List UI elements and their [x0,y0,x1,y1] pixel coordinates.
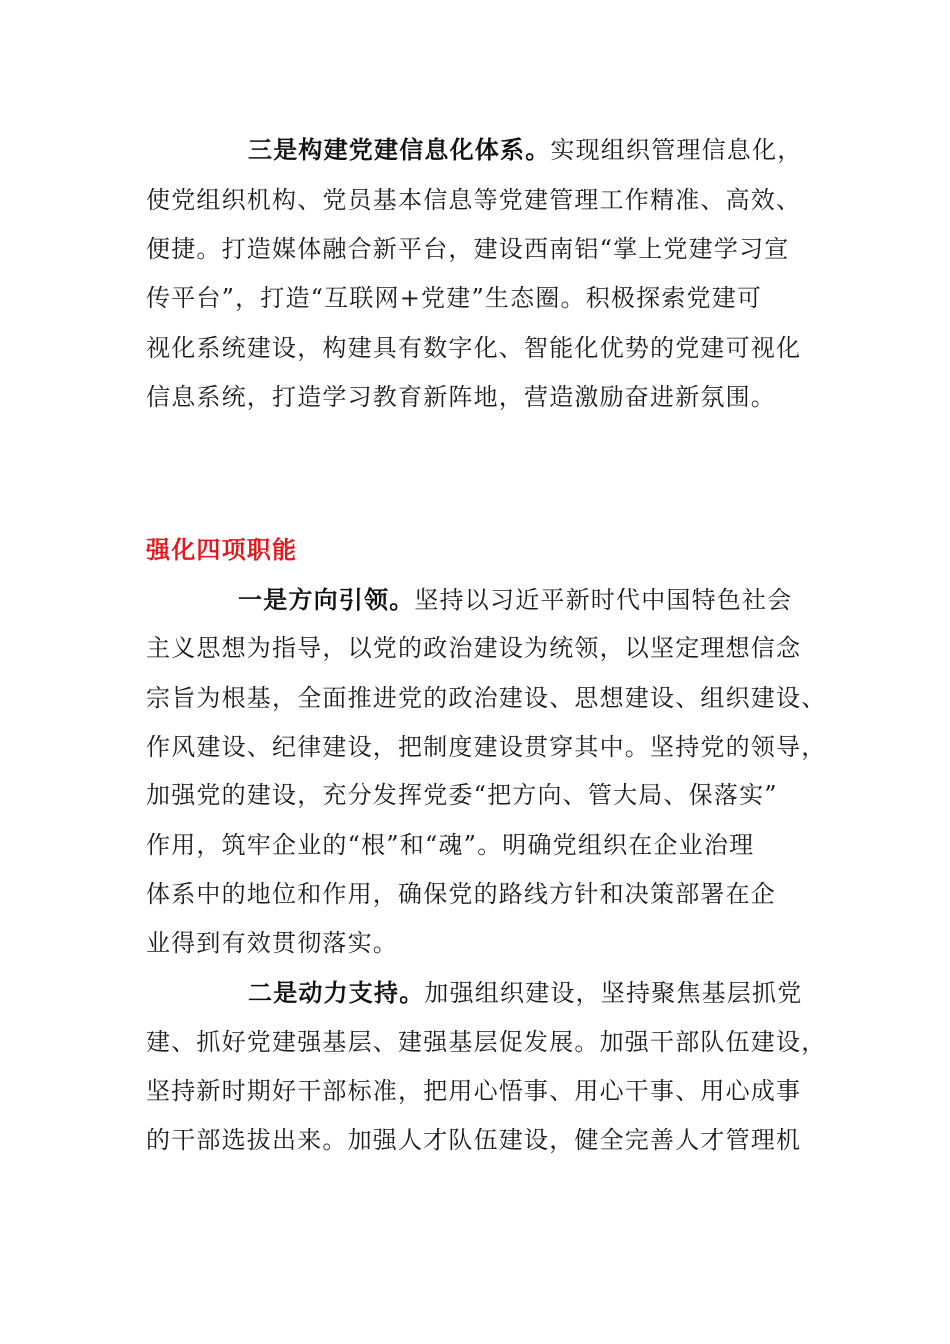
paragraph-line: 坚持新时期好干部标准，把用心悟事、用心干事、用心成事 [146,1077,802,1105]
paragraph-line: 宗旨为根基，全面推进党的政治建设、思想建设、组织建设、 [146,684,827,712]
paragraph-line: 便捷。打造媒体融合新平台，建设西南铝“掌上党建学习宣 [146,235,790,263]
paragraph-line: 传平台”，打造“互联网+党建”生态圈。积极探索党建可 [146,284,763,312]
paragraph-line: 使党组织机构、党员基本信息等党建管理工作精准、高效、 [146,186,802,214]
paragraph-line: 作风建设、纪律建设，把制度建设贯穿其中。坚持党的领导， [146,733,827,761]
paragraph-line: 的干部选拔出来。加强人才队伍建设，健全完善人才管理机 [146,1126,802,1154]
paragraph-line: 体系中的地位和作用，确保党的路线方针和决策部署在企 [146,880,776,908]
paragraph-line: 视化系统建设，构建具有数字化、智能化优势的党建可视化 [146,334,802,362]
paragraph-text: 加强组织建设，坚持聚焦基层抓党 [424,979,803,1007]
paragraph-line [248,973,828,1013]
paragraph-text: 实现组织管理信息化， [550,136,803,164]
paragraph-lead: 二是动力支持。 [248,978,425,1007]
paragraph-text: 坚持以习近平新时代中国特色社会 [414,586,793,614]
paragraph-line: 作用，筑牢企业的“根”和“魂”。明确党组织在企业治理 [146,831,755,859]
paragraph-line [238,580,828,620]
paragraph-line: 业得到有效贯彻落实。 [146,929,398,957]
section-heading: 强化四项职能 [146,535,298,564]
paragraph-line: 加强党的建设，充分发挥党委“把方向、管大局、保落实” [146,781,778,809]
paragraph-lead: 一是方向引领。 [238,585,415,614]
paragraph-line: 信息系统，打造学习教育新阵地，营造激励奋进新氛围。 [146,383,776,411]
paragraph-line: 建、抓好党建强基层、建强基层促发展。加强干部队伍建设， [146,1028,827,1056]
paragraph-lead: 三是构建党建信息化体系。 [248,135,551,164]
paragraph-line: 主义思想为指导，以党的政治建设为统领，以坚定理想信念 [146,634,802,662]
paragraph-line [248,130,828,170]
